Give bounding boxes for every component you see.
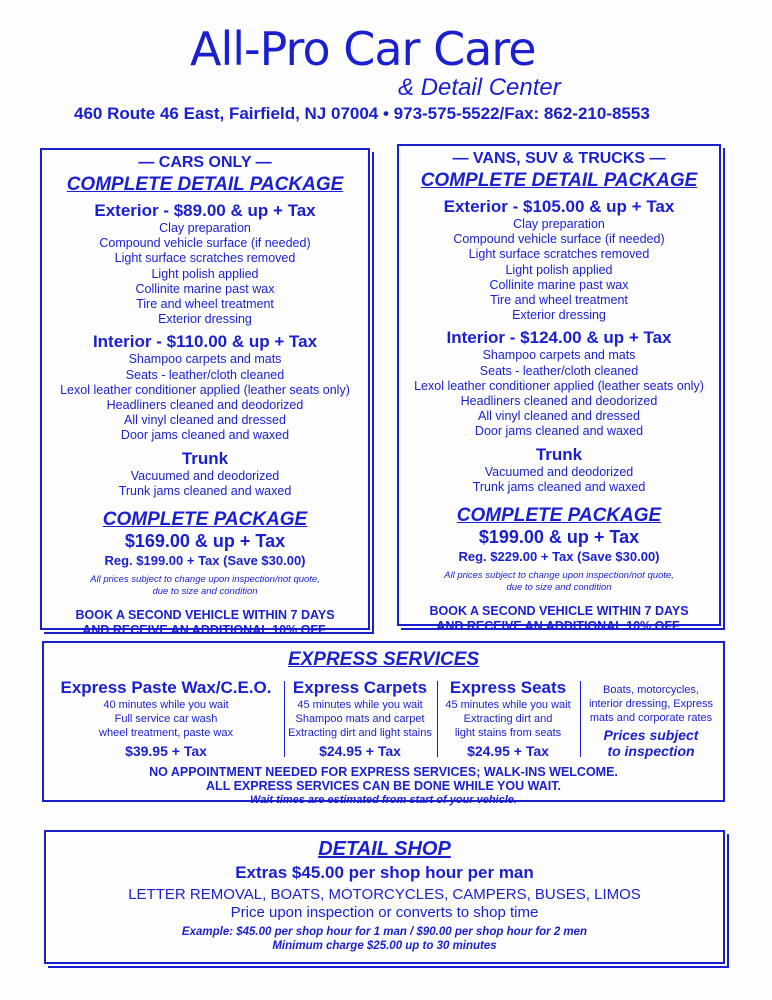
price-note xyxy=(399,570,719,594)
regular-price: Reg. $199.00 + Tax (Save $30.00) xyxy=(104,553,306,569)
service-name: Express Seats xyxy=(449,678,567,697)
service-price: $24.95 + Tax xyxy=(467,743,549,759)
list-item: Collinite marine past wax xyxy=(135,281,275,296)
service-line: light stains from seats xyxy=(454,727,562,739)
service-line: Shampoo mats and carpet xyxy=(295,713,425,725)
business-subtitle: & Detail Center xyxy=(398,74,561,101)
price-note-line: All prices subject to change upon inspection/not quote, xyxy=(90,574,320,586)
list-item: Tire and wheel treatment xyxy=(136,297,274,312)
service-price: $39.95 + Tax xyxy=(125,743,207,759)
list-item: Tire and wheel treatment xyxy=(490,293,628,308)
business-address: 460 Route 46 East, Fairfield, NJ 07004 • 973-575-5522/Fax: 862-210-8553 xyxy=(74,104,650,123)
wait-time-note: Wait times are estimated from start of your vehicle. xyxy=(250,794,517,806)
shop-services-list: LETTER REMOVAL, BOATS, MOTORCYCLES, CAMPERS, BUSES, LIMOS xyxy=(128,886,641,903)
express-seats-column xyxy=(438,678,578,759)
shop-example: Example: $45.00 per shop hour for 1 man / $90.00 per shop hour for 2 men xyxy=(181,926,588,938)
shop-minimum-charge: Minimum charge $25.00 up to 30 minutes xyxy=(272,940,497,952)
service-line: wheel treatment, paste wax xyxy=(99,727,233,739)
list-item: Light surface scratches removed xyxy=(114,251,296,266)
interior-heading: Interior - $110.00 & up + Tax xyxy=(92,332,318,352)
list-item: Clay preparation xyxy=(513,217,605,231)
exterior-heading: Exterior - $89.00 & up + Tax xyxy=(94,201,316,220)
service-line: 40 minutes while you wait xyxy=(103,699,229,711)
list-item: Compound vehicle surface (if needed) xyxy=(453,232,665,247)
service-name: Express Paste Wax/C.E.O. xyxy=(60,678,272,697)
price-note-line: due to size and condition xyxy=(152,586,258,598)
package-category: — VANS, SUV & TRUCKS — xyxy=(452,150,666,167)
package-title: COMPLETE DETAIL PACKAGE xyxy=(420,170,698,191)
offer-line: BOOK A SECOND VEHICLE WITHIN 7 DAYS xyxy=(429,604,689,619)
service-line: Boats, motorcycles, xyxy=(603,684,699,696)
list-item: Compound vehicle surface (if needed) xyxy=(99,236,311,251)
complete-package-title: COMPLETE PACKAGE xyxy=(102,509,308,531)
prices-subject-note xyxy=(581,727,721,759)
price-note xyxy=(42,574,368,598)
price-note-line: due to size and condition xyxy=(506,582,612,594)
exterior-list xyxy=(42,221,368,327)
service-line: Extracting dirt and light stains xyxy=(288,727,432,739)
list-item: Lexol leather conditioner applied (leather seats only) xyxy=(414,378,704,393)
second-vehicle-offer xyxy=(399,604,719,634)
trunk-list xyxy=(399,465,719,495)
while-you-wait-note: ALL EXPRESS SERVICES CAN BE DONE WHILE YOU WAIT. xyxy=(206,779,561,793)
list-item: Exterior dressing xyxy=(158,312,252,327)
service-name: Express Carpets xyxy=(292,678,428,697)
list-item: All vinyl cleaned and dressed xyxy=(478,409,640,424)
list-item: Door jams cleaned and waxed xyxy=(120,428,290,443)
express-services-box xyxy=(42,641,725,806)
complete-package-title: COMPLETE PACKAGE xyxy=(456,505,662,527)
complete-package-price: $199.00 & up + Tax xyxy=(478,527,640,548)
trunk-heading: Trunk xyxy=(181,448,229,468)
list-item: Light polish applied xyxy=(505,262,613,277)
price-note-line: All prices subject to change upon inspection/not quote, xyxy=(444,570,674,582)
offer-line: BOOK A SECOND VEHICLE WITHIN 7 DAYS xyxy=(75,608,335,623)
list-item: Door jams cleaned and waxed xyxy=(474,424,644,439)
trunk-list xyxy=(42,469,368,499)
detail-shop-title: DETAIL SHOP xyxy=(318,838,451,860)
list-item: Seats - leather/cloth cleaned xyxy=(125,367,285,382)
list-item: All vinyl cleaned and dressed xyxy=(124,413,286,428)
list-item: Headliners cleaned and deodorized xyxy=(460,394,658,409)
interior-heading: Interior - $124.00 & up + Tax xyxy=(446,328,672,348)
service-line: Full service car wash xyxy=(114,713,218,725)
list-item: Shampoo carpets and mats xyxy=(482,348,636,363)
list-item: Trunk jams cleaned and waxed xyxy=(472,479,646,494)
express-other-column xyxy=(581,683,721,759)
vans-package-box xyxy=(397,144,721,634)
exterior-heading: Exterior - $105.00 & up + Tax xyxy=(443,197,675,216)
trunk-heading: Trunk xyxy=(535,444,583,464)
list-item: Light polish applied xyxy=(151,266,259,281)
express-services-title: EXPRESS SERVICES xyxy=(287,649,480,670)
list-item: Trunk jams cleaned and waxed xyxy=(118,483,292,498)
list-item: Lexol leather conditioner applied (leather seats only) xyxy=(60,382,350,397)
package-category: — CARS ONLY — xyxy=(138,154,272,171)
shop-price-note: Price upon inspection or converts to shop time xyxy=(230,904,539,921)
prices-subject-line: Prices subject xyxy=(603,727,699,743)
prices-subject-line: to inspection xyxy=(607,743,695,759)
list-item: Exterior dressing xyxy=(512,308,606,323)
detail-shop-box xyxy=(44,830,725,964)
interior-list xyxy=(399,348,719,439)
express-carpets-column xyxy=(284,678,436,759)
offer-line: AND RECEIVE AN ADDITIONAL 10% OFF. xyxy=(82,623,328,638)
offer-line: AND RECEIVE AN ADDITIONAL 10% OFF. xyxy=(436,619,682,634)
list-item: Seats - leather/cloth cleaned xyxy=(479,363,639,378)
interior-list xyxy=(42,352,368,443)
service-line: mats and corporate rates xyxy=(589,712,713,724)
list-item: Vacuumed and deodorized xyxy=(484,464,634,479)
list-item: Collinite marine past wax xyxy=(489,277,629,292)
service-price: $24.95 + Tax xyxy=(319,743,401,759)
service-line: 45 minutes while you wait xyxy=(297,699,423,711)
complete-package-price: $169.00 & up + Tax xyxy=(124,531,286,552)
express-notes xyxy=(44,765,723,807)
walk-in-note: NO APPOINTMENT NEEDED FOR EXPRESS SERVICES; WALK-INS WELCOME. xyxy=(149,765,618,779)
package-title: COMPLETE DETAIL PACKAGE xyxy=(66,174,344,195)
shop-extras-rate: Extras $45.00 per shop hour per man xyxy=(235,863,534,882)
business-name: All-Pro Car Care xyxy=(190,22,536,76)
list-item: Vacuumed and deodorized xyxy=(130,468,280,483)
cars-package-box xyxy=(40,148,370,638)
second-vehicle-offer xyxy=(42,608,368,638)
list-item: Light surface scratches removed xyxy=(468,247,650,262)
list-item: Headliners cleaned and deodorized xyxy=(106,398,304,413)
regular-price: Reg. $229.00 + Tax (Save $30.00) xyxy=(458,549,660,565)
exterior-list xyxy=(399,217,719,323)
service-line: Extracting dirt and xyxy=(463,713,553,725)
service-line: 45 minutes while you wait xyxy=(445,699,571,711)
service-line: interior dressing, Express xyxy=(588,698,714,710)
list-item: Clay preparation xyxy=(159,221,251,235)
express-wax-column xyxy=(50,678,282,759)
list-item: Shampoo carpets and mats xyxy=(128,352,282,367)
